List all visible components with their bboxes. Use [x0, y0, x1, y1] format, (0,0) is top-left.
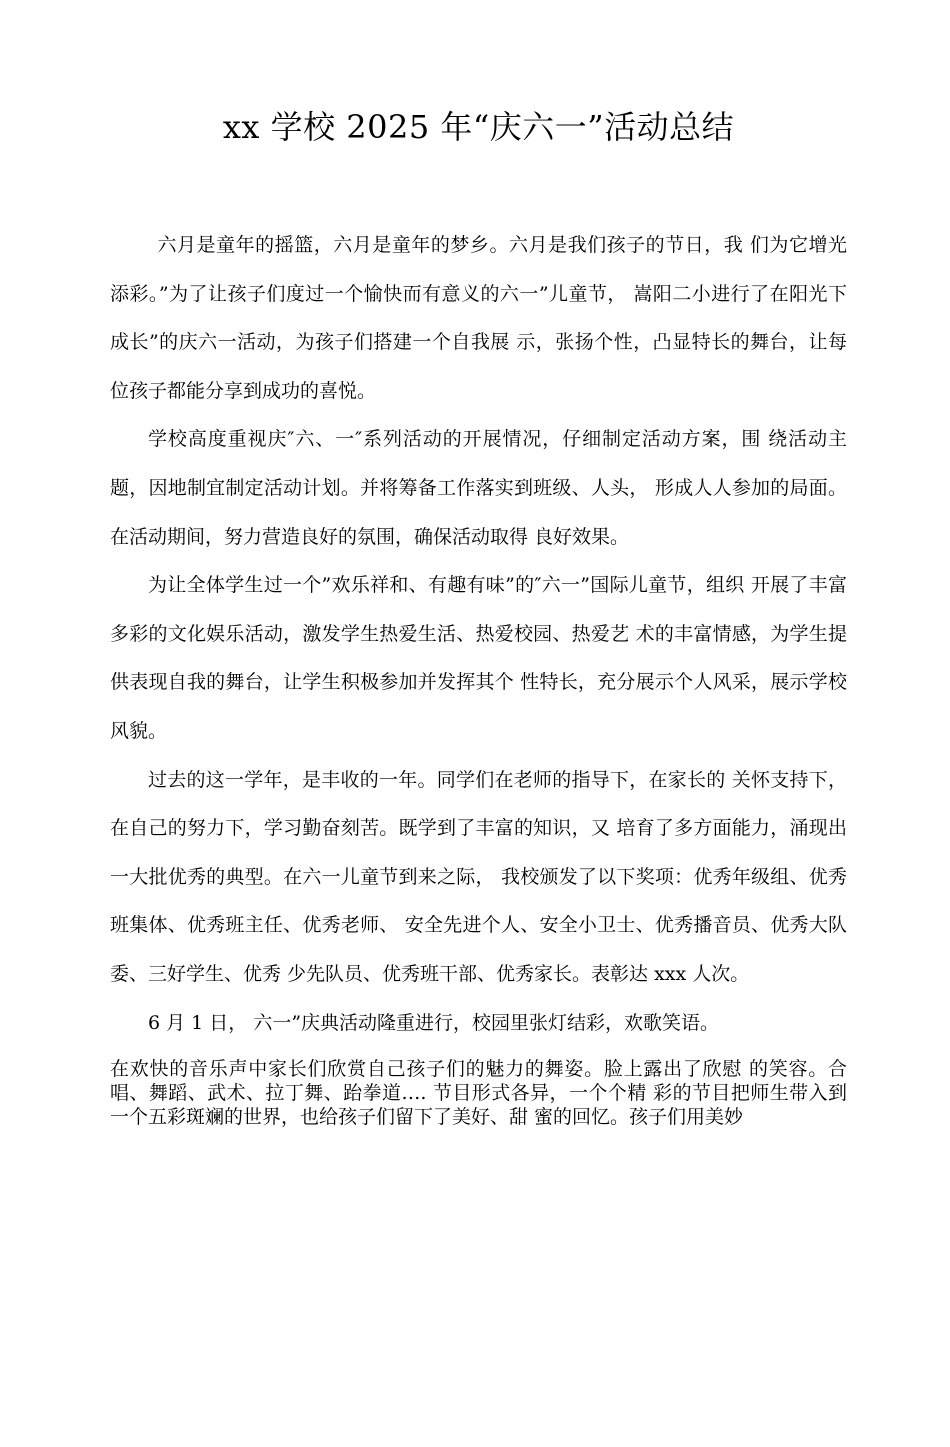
- paragraph-planning: 学校高度重视庆″六、一″系列活动的开展情况，仔细制定活动方案，围 绕活动主题，因地制宜制定活动计划。并将筹备工作落实到班级、人头， 形成人人参加的局面。在活动期间，努力营造良好的氛围，确保活动取得 良好效果。: [110, 428, 847, 548]
- paragraph-awards: 过去的这一学年，是丰收的一年。同学们在老师的指导下，在家长的 关怀支持下，在自己的努力下，学习勤奋刻苦。既学到了丰富的知识，又 培育了多方面能力，涌现出一大批优秀的典型。在六一儿童节到来之际， 我校颁发了以下奖项：优秀年级组、优秀班集体、优秀班主任、优秀老师、 安全先进个人、安全小卫士、优秀播音员、优秀大队委、三好学生、优秀 少先队员、优秀班干部、优秀家长。表彰达 xxx 人次。: [110, 768, 847, 985]
- paragraph-celebration: 在欢快的音乐声中家长们欣赏自己孩子们的魅力的舞姿。脸上露出了欣慰 的笑容。合唱、舞蹈、武术、拉丁舞、跆拳道…. 节目形式各异，一个个精 彩的节目把师生带入到一个五彩斑斓的世界，也给孩子们留下了美好、甜 蜜的回忆。孩子们用美妙: [110, 1058, 847, 1129]
- paragraph-intro: 六月是童年的摇篮，六月是童年的梦乡。六月是我们孩子的节日，我 们为它增光添彩。”为了让孩子们度过一个愉快而有意义的六一”儿童节， 嵩阳二小进行了在阳光下成长”的庆六一活动，为孩子们搭建一个自我展 示，张扬个性，凸显特长的舞台，让每位孩子都能分享到成功的喜悦。: [110, 234, 847, 402]
- document-body: [110, 221, 847, 1129]
- document-page: [0, 103, 950, 1447]
- paragraph-june-first: 6 月 1 日， 六一”庆典活动隆重进行，校园里张灯结彩，欢歌笑语。: [148, 1011, 720, 1034]
- document-title: xx 学校 2025 年“庆六一”活动总结: [222, 108, 735, 146]
- paragraph-activities: 为让全体学生过一个”欢乐祥和、有趣有味”的″六一”国际儿童节，组织 开展了丰富多彩的文化娱乐活动，激发学生热爱生活、热爱校园、热爱艺 术的丰富情感，为学生提供表现自我的舞台，让学生积极参加并发挥其个 性特长，充分展示个人风采，展示学校风貌。: [110, 574, 847, 742]
